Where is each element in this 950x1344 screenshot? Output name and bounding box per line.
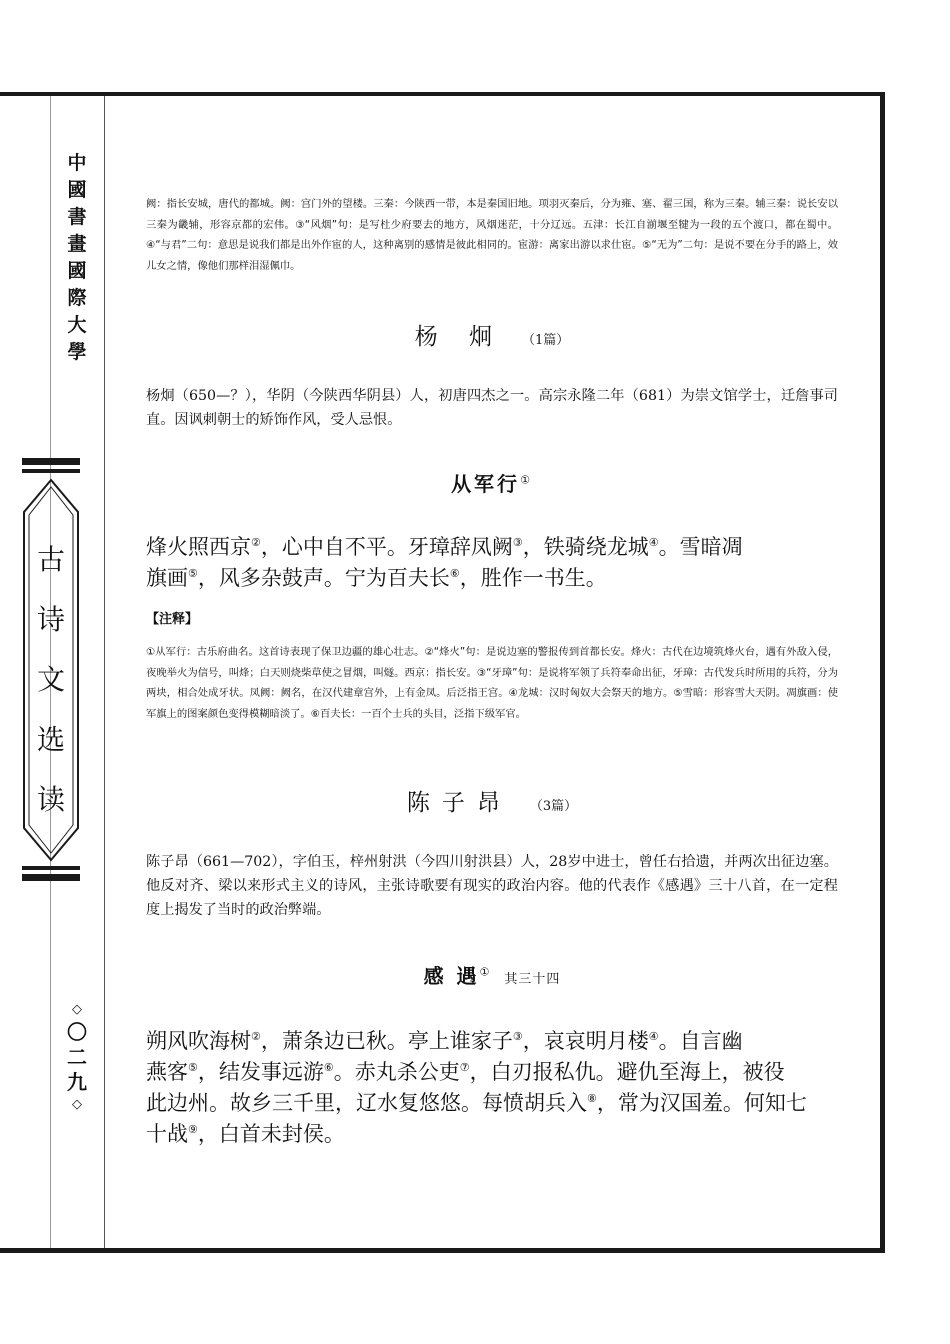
- page-number-char: 二: [67, 1045, 87, 1069]
- book-title-char: 读: [36, 783, 65, 816]
- footnote-mark: ④: [648, 536, 659, 549]
- footnote-mark: ⑧: [587, 1092, 597, 1105]
- poem-text: ，结发事远游: [197, 1060, 324, 1084]
- footnote-mark: ③: [512, 536, 523, 549]
- poem-line: [146, 1119, 838, 1150]
- poem-title: [146, 468, 838, 497]
- poem-title-text: 感 遇: [423, 964, 480, 988]
- footnote-mark: ②: [251, 536, 261, 549]
- poem-text: ，哀哀明月楼: [522, 1029, 649, 1053]
- footnote-mark: ⑥: [449, 567, 460, 580]
- poem-text: ，白刃报私仇。避仇至海上，被役: [469, 1060, 785, 1084]
- poem-body: [146, 532, 838, 594]
- notes-label: 【注释】: [146, 612, 199, 627]
- poem-text: 。赤丸杀公吏: [333, 1060, 460, 1084]
- poet-heading: [146, 784, 838, 817]
- poem-notes: ①从军行：古乐府曲名。这首诗表现了保卫边疆的雄心壮志。②“烽火”句：是说边塞的警报传到首都长安。烽火：古代在边境筑烽火台，遇有外敌入侵，夜晚举火为信号，叫烽；白天则烧柴草使之冒烟，叫燧。西京：指长安。③“牙璋”句：是说将军领了兵符奉命出征，牙璋：古代发兵时所用的兵符，分为两块，相合处成牙状。凤阙：阙名，在汉代建章宫外，上有金凤。后泛指王宫。④龙城：汉时匈奴大会祭天的地方。⑤雪暗：形容雪大天阴。凋旗画：使军旗上的图案颜色变得模糊暗淡了。⑥百夫长：一百个士兵的头目，泛指下级军官。: [146, 646, 838, 720]
- poet-name: 陈子昂: [406, 790, 512, 816]
- poem-text: 十战: [146, 1122, 188, 1146]
- cartouche-bar-top: [22, 458, 80, 465]
- poem-text: 燕客: [146, 1060, 188, 1084]
- university-title: [62, 150, 92, 366]
- university-title-char: 中: [67, 152, 87, 174]
- poet-name: 杨 炯: [414, 324, 505, 350]
- book-title: [22, 530, 80, 830]
- cartouche-bar-top-thin: [22, 469, 80, 473]
- poem-text: ，常为汉国羞。何知七: [596, 1091, 807, 1115]
- poem-line: [146, 563, 838, 594]
- poet-work-count: （1篇）: [522, 333, 570, 348]
- poem-text: ，萧条边已秋。亭上谁家子: [260, 1029, 513, 1053]
- poem-subtitle: 其三十四: [504, 972, 561, 987]
- spine-rule: [104, 96, 105, 1248]
- poem-line: [146, 1026, 838, 1057]
- poem-text: 此边州。故乡三千里，辽水复悠悠。每愤胡兵入: [146, 1091, 587, 1115]
- university-title-char: 畫: [67, 233, 87, 255]
- poem-text: 旗画: [146, 566, 188, 590]
- cartouche-bar-bottom-thin: [22, 866, 80, 870]
- footnote-mark: ⑨: [188, 1123, 198, 1136]
- page-number-char: 〇: [67, 1020, 87, 1044]
- book-title-char: 文: [36, 663, 65, 696]
- footnote-mark: ⑥: [323, 1061, 334, 1074]
- diamond-icon: ◇: [72, 1097, 82, 1112]
- poet-biography: 杨炯（650—？），华阴（今陕西华阴县）人，初唐四杰之一。高宗永隆二年（681）为崇文馆学士，迁詹事司直。因讽刺朝士的矫饰作风，受人忌恨。: [146, 388, 838, 428]
- poem-text: 。雪暗凋: [658, 535, 743, 559]
- footnote-mark: ⑤: [188, 567, 198, 580]
- poem-line: [146, 532, 838, 563]
- footnote-mark: ①: [520, 473, 533, 487]
- footnote-mark: ①: [479, 965, 493, 979]
- poem-text: ，风多杂鼓声。宁为百夫长: [197, 566, 450, 590]
- university-title-char: 學: [67, 341, 87, 363]
- university-title-char: 國: [67, 260, 87, 282]
- poet-work-count: （3篇）: [529, 799, 578, 814]
- page-frame-bottom: [0, 1248, 885, 1253]
- book-title-char: 诗: [36, 603, 65, 636]
- poem-text: 烽火照西京: [146, 535, 251, 559]
- poem-text: ，心中自不平。牙璋辞凤阙: [260, 535, 513, 559]
- diamond-icon: ◇: [72, 1002, 82, 1017]
- footnote-mark: ⑦: [459, 1061, 470, 1074]
- page-number-char: 九: [67, 1070, 87, 1094]
- university-title-char: 書: [67, 206, 87, 228]
- poem-title: [146, 960, 838, 989]
- page-frame-top: [0, 92, 884, 96]
- university-title-char: 際: [67, 287, 87, 309]
- cartouche-bar-bottom: [22, 874, 80, 881]
- footnote-mark: ④: [648, 1030, 659, 1043]
- poem-text: 。自言幽: [658, 1029, 743, 1053]
- poem-title-text: 从军行: [451, 472, 521, 496]
- footnote-mark: ②: [251, 1030, 261, 1043]
- poem-body: [146, 1026, 838, 1150]
- book-title-char: 选: [36, 723, 65, 756]
- poem-text: ，胜作一书生。: [459, 566, 607, 590]
- poem-line: [146, 1088, 838, 1119]
- poet-heading: [146, 318, 838, 351]
- poem-text: ，铁骑绕龙城: [522, 535, 649, 559]
- top-notes: 阙：指长安城，唐代的都城。阙：宫门外的望楼。三秦：今陕西一带，本是秦国旧地。项羽灭秦后，分为雍、塞、翟三国，称为三秦。辅三秦：说长安以三秦为畿辅，形容京都的宏伟。③“风烟”句：是写杜少府要去的地方，风烟迷茫，十分辽远。五津：长江自湔堰至犍为一段的五个渡口，都在蜀中。④“与君”二句：意思是说我们都是出外作宦的人，这种离别的感情是彼此相同的。宦游：离家出游以求仕宦。⑤“无为”二句：是说不要在分手的路上，效儿女之情，像他们那样泪湿佩巾。: [146, 198, 838, 272]
- poem-line: [146, 1057, 838, 1088]
- poem-text: 朔风吹海树: [146, 1029, 251, 1053]
- book-title-char: 古: [36, 543, 65, 576]
- page-number: [60, 1000, 94, 1115]
- university-title-char: 國: [67, 179, 87, 201]
- footnote-mark: ⑤: [188, 1061, 198, 1074]
- university-title-char: 大: [67, 314, 87, 336]
- footnote-mark: ③: [512, 1030, 523, 1043]
- poem-text: ，白首未封侯。: [197, 1122, 345, 1146]
- page-frame-right: [880, 92, 885, 1252]
- poet-biography: 陈子昂（661—702），字伯玉，梓州射洪（今四川射洪县）人，28岁中进士，曾任右拾遗，并两次出征边塞。他反对齐、梁以来形式主义的诗风，主张诗歌要有现实的政治内容。他的代表作《感遇》三十八首，在一定程度上揭发了当时的政治弊端。: [146, 854, 838, 918]
